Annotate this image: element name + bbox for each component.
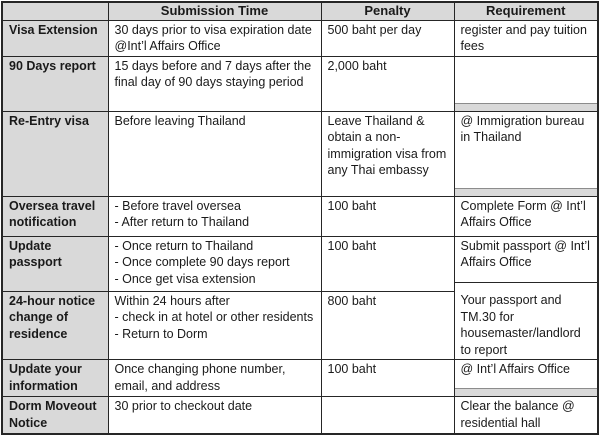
table-row: [2, 397, 598, 434]
penalty-cell: 2,000 baht: [321, 56, 454, 111]
row-label-cell: Oversea travel notification: [2, 196, 108, 236]
penalty-cell: 800 baht: [321, 291, 454, 360]
requirement-text: @ Int’l Affairs Office: [460, 362, 570, 376]
requirement-cell: [454, 196, 598, 236]
requirement-text: Complete Form @ Int’l Affairs Office: [460, 198, 586, 229]
submission-time-cell: [108, 196, 321, 236]
column-header-penalty: Penalty: [321, 2, 454, 20]
submission-time-cell: [108, 360, 321, 397]
table-row: [2, 56, 598, 111]
column-header-requirement: Requirement: [454, 2, 598, 20]
requirement-cell: [454, 397, 598, 434]
requirement-cell: [454, 360, 598, 397]
row-label-cell: Re-Entry visa: [2, 111, 108, 196]
table-row: [2, 20, 598, 56]
table-row: [2, 236, 598, 291]
requirement-cell: [454, 291, 598, 360]
submission-time-cell: [108, 56, 321, 111]
submission-time-cell: [108, 111, 321, 196]
shaded-strip: [455, 388, 598, 396]
table-row: [2, 360, 598, 397]
submission-time-cell: [108, 397, 321, 434]
submission-line: - Once get visa extension: [114, 271, 256, 286]
submission-line: - Return to Dorm: [114, 326, 208, 341]
penalty-cell: 100 baht: [321, 196, 454, 236]
table-row: [2, 291, 598, 360]
submission-line: 30 days prior to visa expiration date @Int’l Affairs Office: [114, 22, 312, 53]
submission-line: - check in at hotel or other residents: [114, 310, 314, 324]
submission-time-cell: [108, 236, 321, 291]
penalty-cell: 100 baht: [321, 360, 454, 397]
row-label-cell: Update passport: [2, 236, 108, 291]
cell-divider-line: [455, 282, 598, 283]
requirement-cell: [454, 111, 598, 196]
submission-line: Within 24 hours after: [114, 293, 230, 308]
row-label-cell: 90 Days report: [2, 56, 108, 111]
column-header-blank: [2, 2, 108, 20]
row-label-cell: 24-hour notice change of residence: [2, 291, 108, 360]
row-label-cell: Dorm Moveout Notice: [2, 397, 108, 434]
submission-time-cell: [108, 291, 321, 360]
shaded-strip: [455, 103, 598, 111]
table-row: [2, 111, 598, 196]
visa-rules-table: [1, 1, 599, 435]
row-label-cell: Visa Extension: [2, 20, 108, 56]
submission-line: - Before travel oversea: [114, 198, 241, 213]
table-row: [2, 196, 598, 236]
requirement-text: @ Immigration bureau in Thailand: [460, 113, 585, 144]
column-header-submission-time: Submission Time: [108, 2, 321, 20]
submission-line: - Once complete 90 days report: [114, 255, 290, 269]
penalty-cell: Leave Thailand & obtain a non-immigration visa from any Thai embassy: [321, 111, 454, 196]
shaded-strip: [455, 188, 598, 196]
requirement-cell: [454, 56, 598, 111]
submission-line: Before leaving Thailand: [114, 113, 246, 128]
submission-line: 15 days before and 7 days after the final day of 90 days staying period: [114, 58, 312, 89]
submission-time-cell: [108, 20, 321, 56]
penalty-cell: 500 baht per day: [321, 20, 454, 56]
row-label-cell: Update your information: [2, 360, 108, 397]
requirement-text: Submit passport @ Int’l Affairs Office: [460, 238, 590, 269]
penalty-cell: 100 baht: [321, 236, 454, 291]
requirement-cell: [454, 20, 598, 56]
requirement-text: register and pay tuition fees: [460, 22, 587, 53]
submission-line: - After return to Thailand: [114, 215, 250, 229]
submission-line: 30 prior to checkout date: [114, 399, 253, 413]
submission-line: Once changing phone number, email, and address: [114, 362, 286, 393]
requirement-text: Clear the balance @ residential hall: [460, 399, 575, 430]
penalty-cell: [321, 397, 454, 434]
header-row: [2, 2, 598, 20]
requirement-cell: [454, 236, 598, 291]
requirement-text: Your passport and TM.30 for housemaster/landlord to report: [460, 293, 581, 357]
submission-line: - Once return to Thailand: [114, 238, 254, 253]
